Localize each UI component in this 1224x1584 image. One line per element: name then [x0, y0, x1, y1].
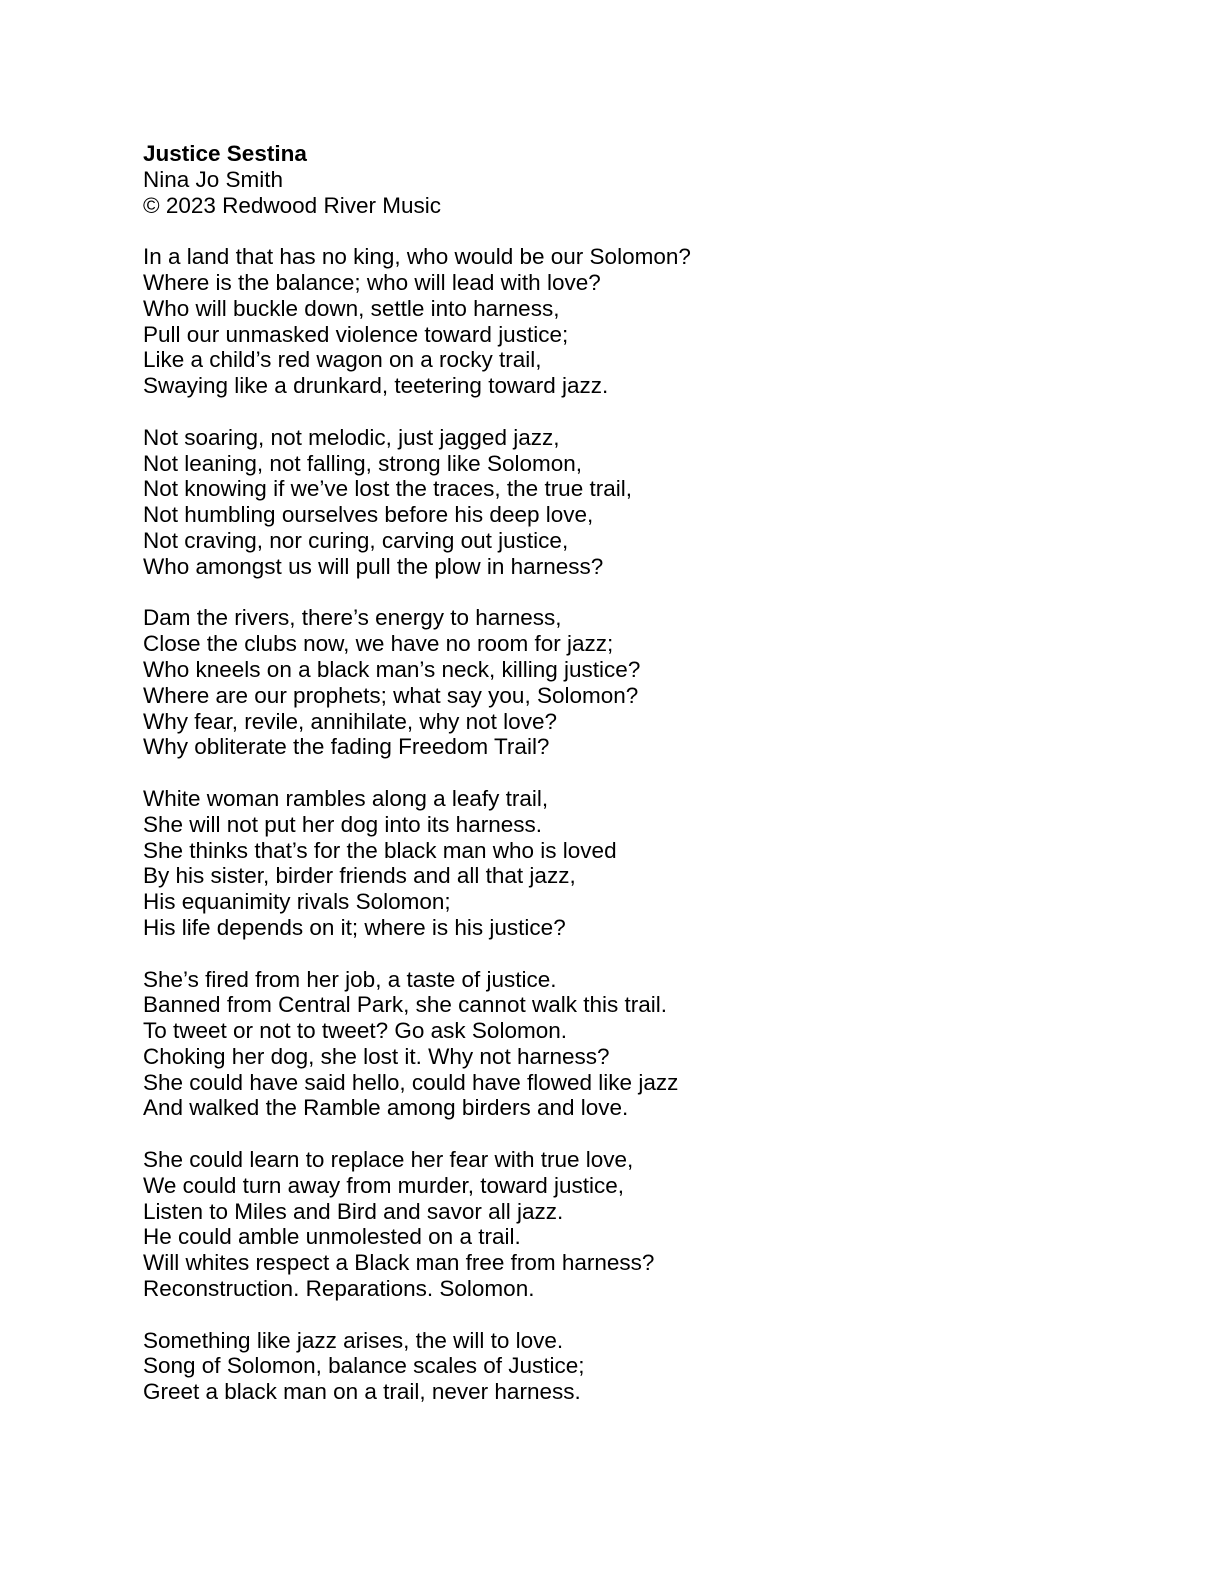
poem-author: Nina Jo Smith	[143, 166, 284, 192]
poem-line: Choking her dog, she lost it. Why not harness?	[143, 1043, 610, 1069]
poem-line: Will whites respect a Black man free from harness?	[143, 1250, 655, 1276]
poem-line: By his sister, birder friends and all that jazz,	[143, 863, 576, 889]
poem-line: To tweet or not to tweet? Go ask Solomon.	[143, 1018, 567, 1044]
poem-copyright: © 2023 Redwood River Music	[143, 192, 441, 218]
poem-line: Like a child’s red wagon on a rocky trail,	[143, 347, 542, 373]
poem-line: Greet a black man on a trail, never harness.	[143, 1379, 581, 1405]
stanza-3	[143, 605, 1143, 760]
poem-line: She could have said hello, could have flowed like jazz	[143, 1069, 679, 1095]
poem-line: Who amongst us will pull the plow in harness?	[143, 553, 604, 579]
poem-line: Why fear, revile, annihilate, why not love?	[143, 708, 557, 734]
envoi-stanza	[143, 1328, 1143, 1405]
poem-line: Banned from Central Park, she cannot walk this trail.	[143, 992, 667, 1018]
poem-line: Why obliterate the fading Freedom Trail?	[143, 734, 550, 760]
poem-line: Pull our unmasked violence toward justice;	[143, 321, 569, 347]
poem-line: Swaying like a drunkard, teetering toward jazz.	[143, 373, 609, 399]
stanza-1	[143, 244, 1143, 399]
poem-line: Not humbling ourselves before his deep love,	[143, 502, 594, 528]
poem-line: In a land that has no king, who would be our Solomon?	[143, 244, 691, 270]
poem-line: Close the clubs now, we have no room for jazz;	[143, 631, 614, 657]
poem-line: Something like jazz arises, the will to love.	[143, 1327, 564, 1353]
poem-line: Not soaring, not melodic, just jagged jazz,	[143, 424, 560, 450]
poem-title: Justice Sestina	[143, 141, 307, 166]
poem-line: Where are our prophets; what say you, Solomon?	[143, 682, 639, 708]
poem-line: Not knowing if we’ve lost the traces, the true trail,	[143, 476, 632, 502]
poem-line: She could learn to replace her fear with true love,	[143, 1147, 634, 1173]
poem-line: His equanimity rivals Solomon;	[143, 889, 451, 915]
poem-line: She thinks that’s for the black man who is loved	[143, 837, 617, 863]
poem-page	[143, 141, 1143, 1405]
poem-line: We could turn away from murder, toward justice,	[143, 1172, 625, 1198]
stanza-2	[143, 425, 1143, 580]
poem-line: Who will buckle down, settle into harness,	[143, 295, 560, 321]
poem-line: Song of Solomon, balance scales of Justice;	[143, 1353, 585, 1379]
poem-line: Listen to Miles and Bird and savor all jazz.	[143, 1198, 564, 1224]
poem-line: She will not put her dog into its harness.	[143, 811, 542, 837]
poem-line: Where is the balance; who will lead with love?	[143, 269, 601, 295]
poem-line: Dam the rivers, there’s energy to harness,	[143, 605, 562, 631]
poem-line: He could amble unmolested on a trail.	[143, 1224, 521, 1250]
stanza-4	[143, 786, 1143, 941]
poem-line: Who kneels on a black man’s neck, killing justice?	[143, 656, 641, 682]
poem-line: Reconstruction. Reparations. Solomon.	[143, 1276, 535, 1302]
poem-line: Not craving, nor curing, carving out justice,	[143, 527, 569, 553]
stanza-5	[143, 967, 1143, 1122]
poem-line: She’s fired from her job, a taste of justice.	[143, 966, 557, 992]
poem-line: Not leaning, not falling, strong like Solomon,	[143, 450, 583, 476]
stanza-6	[143, 1147, 1143, 1302]
poem-line: And walked the Ramble among birders and love.	[143, 1095, 629, 1121]
poem-line: His life depends on it; where is his justice?	[143, 914, 566, 940]
poem-line: White woman rambles along a leafy trail,	[143, 785, 549, 811]
